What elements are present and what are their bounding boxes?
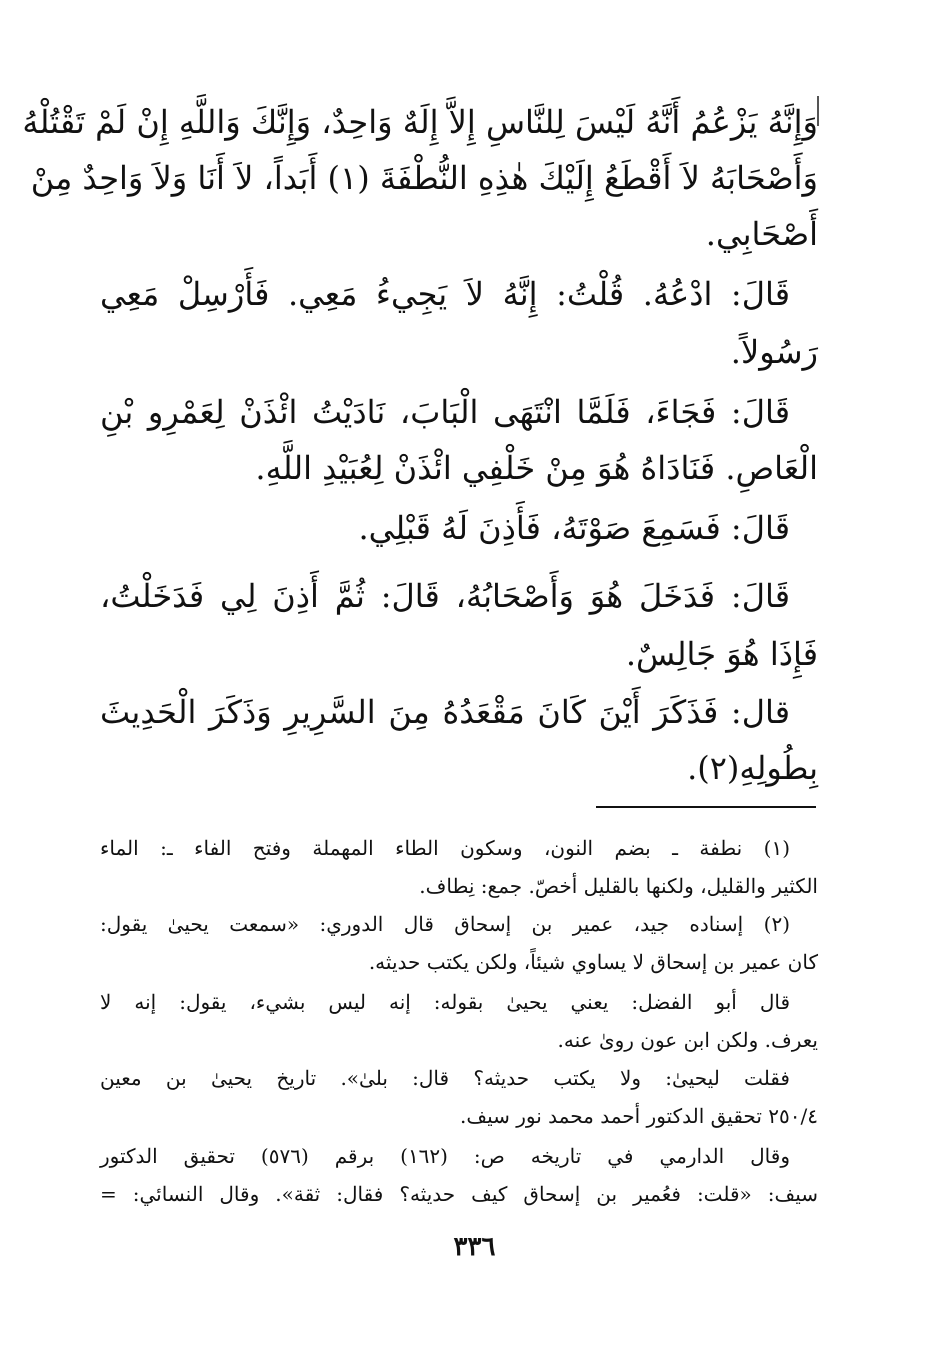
main-line-6: قَالَ: فَجَاءَ، فَلَمَّا انْتَهَى الْبَابَ، نَادَيْتُ ائْذَنْ لِعَمْرِو بْنِ: [100, 393, 790, 431]
main-line-3: أَصْحَابِي.: [705, 215, 818, 253]
main-line-12: بِطُولِهِ(٢).: [687, 749, 818, 787]
main-line-8: قَالَ: فَسَمِعَ صَوْتَهُ، فَأَذِنَ لَهُ قَبْلِي.: [358, 509, 790, 547]
main-line-5: رَسُولاً.: [730, 333, 818, 371]
footnote-line-1: (١) نطفة ـ بضم النون، وسكون الطاء المهملة وفتح الفاء ـ: الماء: [100, 836, 790, 860]
footnote-line-4: كان عمير بن إسحاق لا يساوي شيئاً، ولكن يكتب حديثه.: [368, 950, 818, 974]
main-line-10: فَإِذَا هُوَ جَالِسٌ.: [625, 635, 818, 673]
main-line-11: قال: فَذَكَرَ أَيْنَ كَانَ مَقْعَدُهُ مِنَ السَّرِيرِ وَذَكَرَ الْحَدِيثَ: [100, 693, 790, 731]
footnote-line-10: سيف: «قلت: فعُمير بن إسحاق كيف حديثه؟ فقال: ثقة». وقال النسائي: =: [100, 1182, 818, 1206]
page-number: ٣٣٦: [453, 1232, 496, 1262]
footnote-line-6: يعرف. ولكن ابن عون روىٰ عنه.: [557, 1028, 818, 1052]
footnote-line-7: فقلت ليحيىٰ: ولا يكتب حديثه؟ قال: بلىٰ». تاريخ يحيىٰ بن معين: [100, 1066, 790, 1090]
main-line-1: وَإِنَّهُ يَزْعُمُ أَنَّهُ لَيْسَ لِلنَّاسِ إِلاَّ إِلَهٌ وَاحِدٌ، وَإِنَّكَ وَاللَّهِ إِنْ لَمْ تَقْتُلْهُ: [22, 103, 818, 141]
footnote-line-8: ٢٥٠/٤ تحقيق الدكتور أحمد محمد نور سيف.: [460, 1104, 818, 1128]
main-line-9: قَالَ: فَدَخَلَ هُوَ وَأَصْحَابُهُ، قَالَ: ثُمَّ أَذِنَ لِي فَدَخَلْتُ،: [100, 577, 790, 615]
main-line-7: الْعَاصِ. فَنَادَاهُ هُوَ مِنْ خَلْفِي ائْذَنْ لِعُبَيْدِ اللَّهِ.: [255, 449, 818, 487]
main-line-2: وَأَصْحَابَهُ لاَ أَقْطَعُ إِلَيْكَ هٰذِهِ النُّطْفَةَ (١) أَبَداً، لاَ أَنَا وَلاَ وَاحِدٌ مِنْ: [30, 159, 818, 197]
footnote-line-3: (٢) إسناده جيد، عمير بن إسحاق قال الدوري: «سمعت يحيىٰ يقول:: [100, 912, 790, 936]
footnotes: [22, 0, 818, 1220]
main-line-4: قَالَ: ادْعُهُ. قُلْتُ: إِنَّهُ لاَ يَجِيءُ مَعِي. فَأَرْسِلْ مَعِي: [100, 275, 790, 313]
footnote-line-9: وقال الدارمي في تاريخه ص: (١٦٢) برقم (٥٧٦) تحقيق الدكتور: [100, 1144, 790, 1168]
footnote-line-2: الكثير والقليل، ولكنها بالقليل أخصّ. جمع: نِطاف.: [419, 874, 818, 898]
footnote-line-5: قال أبو الفضل: يعني يحيىٰ بقوله: إنه ليس بشيء، يقول: إنه لا: [100, 990, 791, 1014]
